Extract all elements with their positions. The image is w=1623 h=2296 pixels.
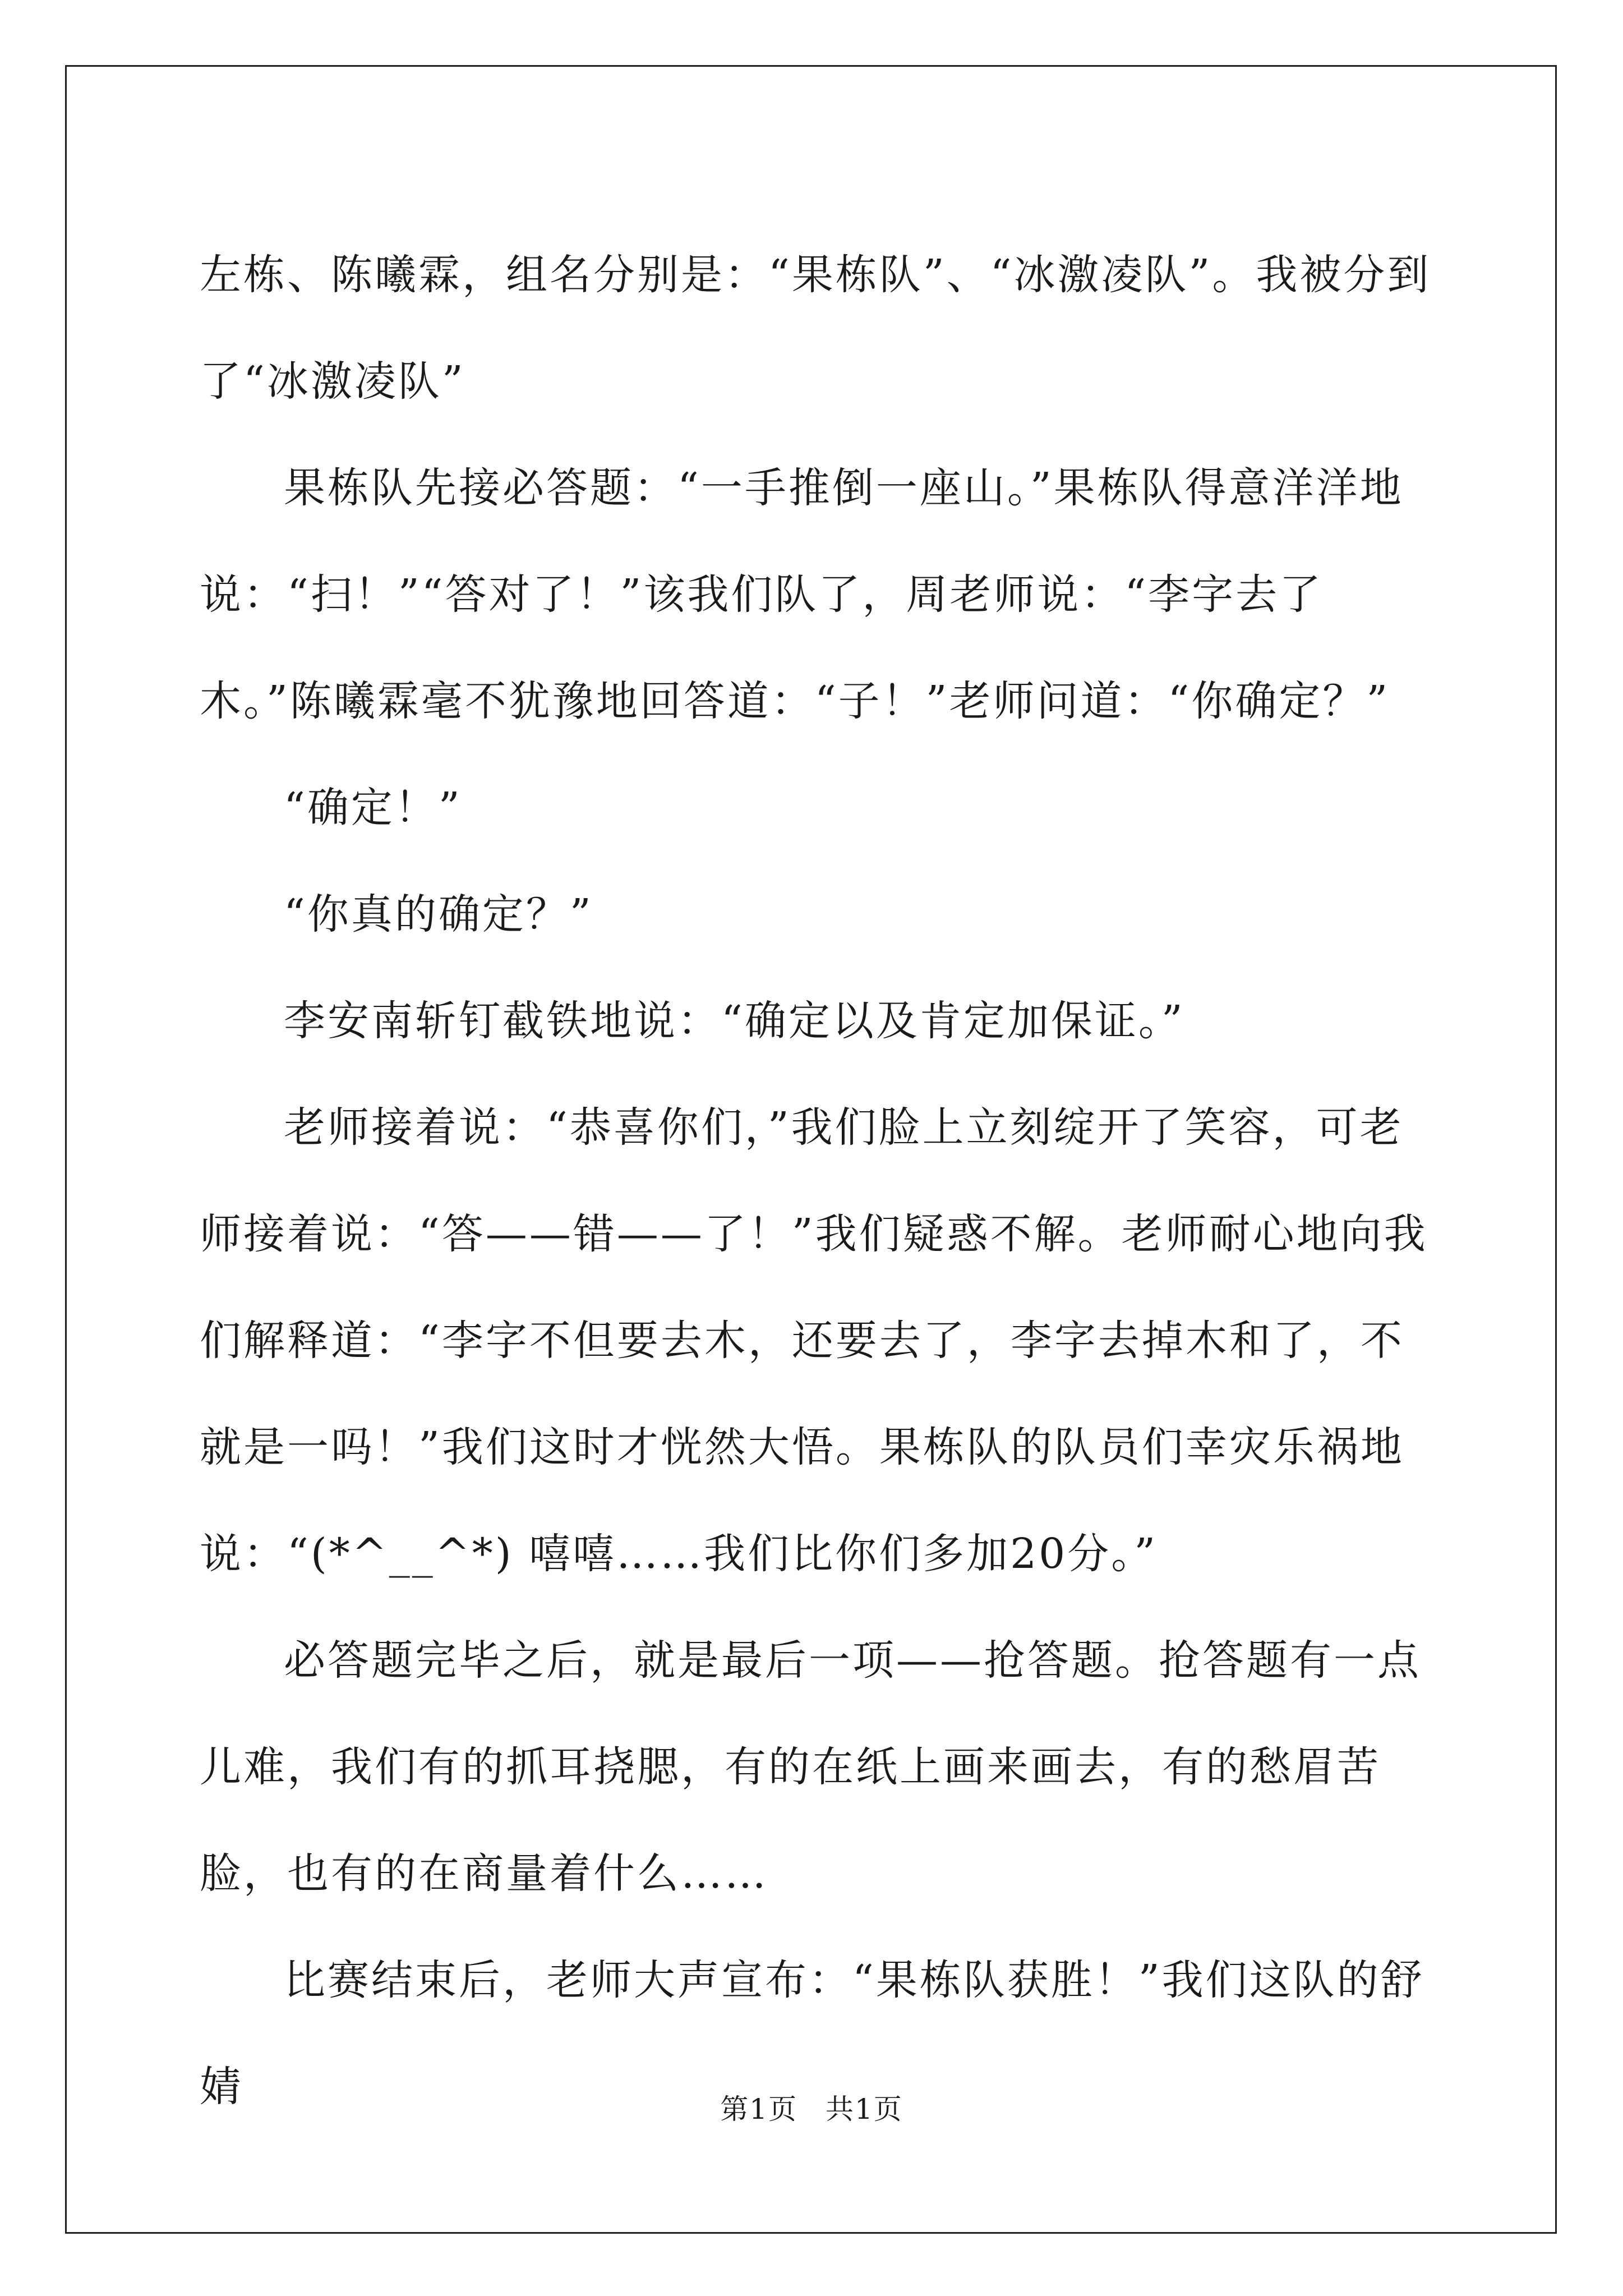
paragraph: 果栋队先接必答题：“一手推倒一座山。”果栋队得意洋洋地说：“扫！”“答对了！”该我们队了，周老师说：“李字去了木。”陈曦霖毫不犹豫地回答道：“子！”老师问道：“你确定？” xyxy=(200,464,1404,725)
paragraph: 左栋、陈曦霖，组名分别是：“果栋队”、“冰激凌队”。我被分到了“冰激凌队” xyxy=(200,251,1431,406)
paragraph: “确定！” xyxy=(284,784,462,832)
page-number-total: 共1页 xyxy=(826,2093,903,2125)
paragraph: “你真的确定？” xyxy=(284,890,593,938)
page-number-current: 第1页 xyxy=(720,2093,797,2125)
paragraph: 必答题完毕之后，就是最后一项——抢答题。抢答题有一点儿难，我们有的抓耳挠腮，有的在纸上画来画去，有的愁眉苦脸，也有的在商量着什么…… xyxy=(200,1636,1421,1898)
page-footer xyxy=(0,2092,1623,2126)
paragraph: 老师接着说：“恭喜你们，”我们脸上立刻绽开了笑容，可老师接着说：“答——错——了！”我们疑惑不解。老师耐心地向我们解释道：“李字不但要去木，还要去了，李字去掉木和了，不就是一吗！”我们这时才恍然大悟。果栋队的队员们幸灾乐祸地说：“(*^__^*) 嘻嘻……我们比你们多加20分。” xyxy=(200,1103,1428,1578)
paragraph: 比赛结束后，老师大声宣布：“果栋队获胜！”我们这队的舒婧 xyxy=(200,1956,1424,2111)
document-body xyxy=(200,222,1433,2140)
paragraph: 李安南斩钉截铁地说：“确定以及肯定加保证。” xyxy=(284,997,1185,1045)
